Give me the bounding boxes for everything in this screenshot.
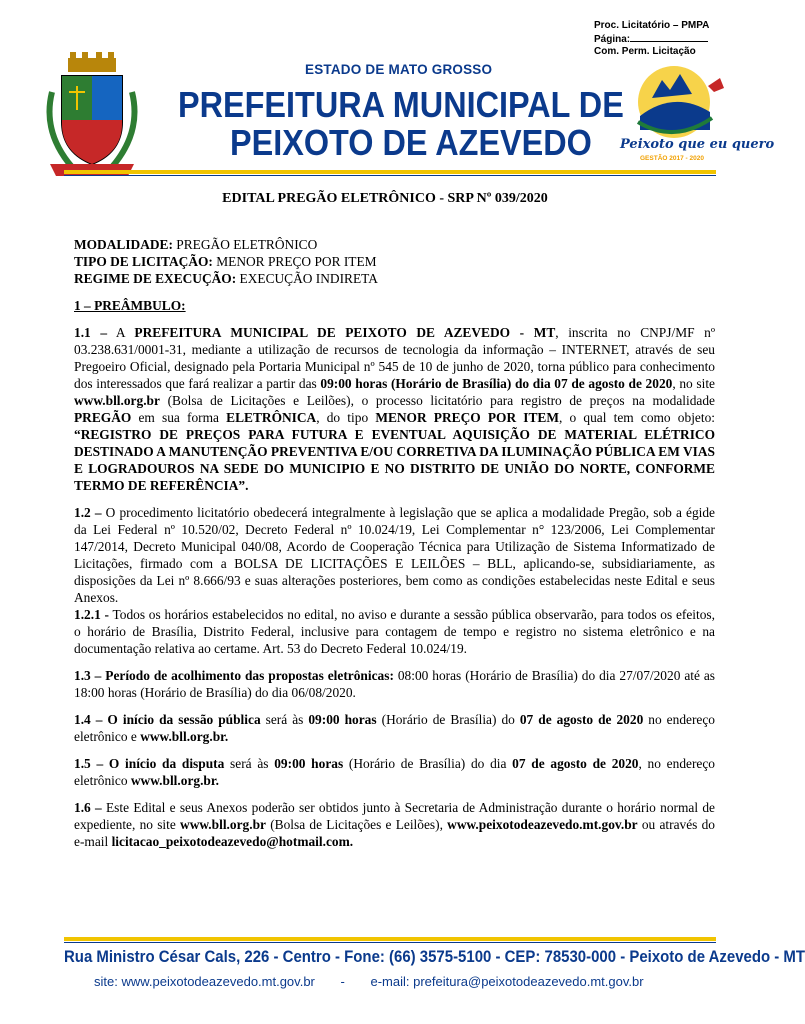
- p11-num: 1.1 –: [74, 325, 108, 340]
- modalidade-label: MODALIDADE:: [74, 237, 173, 252]
- licitacao-email-link[interactable]: licitacao_peixotodeazevedo@hotmail.com.: [111, 834, 354, 849]
- prefeitura-title-line-1: PREFEITURA MUNICIPAL DE: [178, 84, 624, 125]
- p16-f: ou através do e-mail: [74, 817, 715, 849]
- p16-b: Este Edital e seus Anexos poderão ser obtidos junto à Secretaria de Administração durante o horário normal de expediente, no site: [74, 800, 716, 832]
- proc-line-3: Com. Perm. Licitação: [594, 46, 696, 57]
- logo-slogan: Peixoto que eu quero: [620, 137, 775, 152]
- p15-f: , no endereço eletrônico: [74, 756, 715, 788]
- bll-link-4[interactable]: www.bll.org.br: [180, 817, 266, 832]
- p11-n: , o qual tem como objeto:: [559, 410, 715, 425]
- proc-line-2: [594, 32, 709, 46]
- p12-text: O procedimento licitatório obedecerá integralmente à legislação que se aplica a modalidade Pregão, sob a égide da Lei Federal nº 10.520/02, Decreto Federal nº 10.024/19, Lei Complementar n° 123/2006, Lei Complementar 147/2014, Decreto Municipal 040/08, Acordo de Cooperação Técnica para Utilização de Sistema Informatizado de Licitações, firmado com a BOLSA DE LICITAÇÕES E LEILÕES – BLL, aplicando-se, subsidiariamente, as disposições da Lei nº 8.666/93 e suas alterações posteriores, bem como as condições estabelecidas neste Edital e seus Anexos.: [74, 505, 715, 605]
- regime-line: [74, 270, 715, 287]
- p14-c: 09:00 horas: [308, 712, 377, 727]
- p14-d: (Horário de Brasília) do: [376, 712, 520, 727]
- p11-m: MENOR PREÇO POR ITEM: [375, 410, 560, 425]
- p11-h: (Bolsa de Licitações e Leilões), o processo licitatório para registro de preços na modalidade: [159, 393, 715, 408]
- p11-objeto: “REGISTRO DE PREÇOS PARA FUTURA E EVENTUAL AQUISIÇÃO DE MATERIAL ELÉTRICO DESTINADO A MANUTENÇÃO PREVENTIVA E/OU CORRETIVA DA ILUMINAÇÃO PÚBLICA EM VIAS E LOGRADOUROS NA SEDE DO MUNICIPIO E NO DISTRITO DE UNIÃO DO NORTE, CONFORME TERMO DE REFERÊNCIA”.: [74, 427, 715, 493]
- footer-divider: [64, 937, 716, 941]
- p13-heading: 1.3 – Período de acolhimento das propostas eletrônicas:: [74, 668, 394, 683]
- preambulo-text: 1 – PREÂMBULO:: [74, 298, 186, 313]
- p15-e: 07 de agosto de 2020: [512, 756, 639, 771]
- header-divider: [64, 170, 716, 174]
- p11-c: PREFEITURA MUNICIPAL DE PEIXOTO DE AZEVEDO - MT: [134, 325, 556, 340]
- p11-d: , inscrita no CNPJ/MF nº 03.238.631/0001-31, mediante a utilização de recursos de tecnologia da informação – INTERNET, através de seu Pregoeiro Oficial, designado pela Portaria Municipal nº 545 de 10 de junho de 2020, torna público para conhecimento dos interessados que fará realizar a partir das: [74, 325, 715, 391]
- regime-label: REGIME DE EXECUÇÃO:: [74, 271, 237, 286]
- p16-d: (Bolsa de Licitações e Leilões),: [265, 817, 448, 832]
- bll-link[interactable]: www.bll.org.br: [74, 393, 160, 408]
- document-title: EDITAL PREGÃO ELETRÔNICO - SRP Nº 039/2020: [222, 191, 548, 206]
- paragraph-1-1: [74, 324, 715, 494]
- paragraph-1-5: [74, 755, 715, 789]
- gestao-logo-icon: [612, 60, 775, 165]
- p11-j: em sua forma: [131, 410, 227, 425]
- page-blank-line: [630, 32, 708, 42]
- p14-b: será às: [260, 712, 309, 727]
- footer-site[interactable]: site: www.peixotodeazevedo.mt.gov.br: [94, 974, 315, 989]
- p11-e: 09:00 horas (Horário de Brasília) do dia 07 de agosto de 2020: [320, 376, 673, 391]
- modalidade-value: PREGÃO ELETRÔNICO: [172, 237, 318, 252]
- footer-separator: -: [340, 974, 345, 989]
- p15-d: (Horário de Brasília) do dia: [343, 756, 513, 771]
- p11-b: A: [107, 325, 135, 340]
- bll-link-2[interactable]: www.bll.org.br.: [140, 729, 229, 744]
- footer-email[interactable]: e-mail: prefeitura@peixotodeazevedo.mt.gov.br: [370, 974, 644, 989]
- p15-heading: 1.5 – O início da disputa: [74, 756, 225, 771]
- paragraph-1-6: [74, 799, 715, 850]
- paragraph-1-2-1: [74, 606, 715, 657]
- bll-link-3[interactable]: www.bll.org.br.: [130, 773, 219, 788]
- p13-text: 08:00 horas (Horário de Brasília) do dia 27/07/2020 até as 18:00 horas (Horário de Brasília) do dia 06/08/2020.: [74, 668, 715, 700]
- p11-f: , no site: [672, 376, 715, 391]
- p11-k: ELETRÔNICA: [226, 410, 317, 425]
- header-divider-thin: [64, 175, 716, 176]
- paragraph-1-4: [74, 711, 715, 745]
- p16-num: 1.6 –: [74, 800, 102, 815]
- p121-text: Todos os horários estabelecidos no edital, no aviso e durante a sessão pública observarão, para todos os efeitos, o horário de Brasília, Distrito Federal, inclusive para contagem de tempo e registro no sistema eletrônico e na documentação relativa ao certame. Art. 53 do Decreto Federal 10.024/19.: [74, 607, 715, 656]
- p121-num: 1.2.1 -: [74, 607, 109, 622]
- tipo-line: [74, 253, 715, 270]
- state-name: ESTADO DE MATO GROSSO: [305, 62, 493, 77]
- municipal-site-link[interactable]: www.peixotodeazevedo.mt.gov.br: [447, 817, 638, 832]
- footer-divider-thin: [64, 942, 716, 943]
- p15-b: será às: [224, 756, 275, 771]
- p15-c: 09:00 horas: [274, 756, 344, 771]
- p12-num: 1.2 –: [74, 505, 102, 520]
- p14-f: no endereço eletrônico e: [74, 712, 715, 744]
- paragraph-1-3: [74, 667, 715, 701]
- regime-value: EXECUÇÃO INDIRETA: [236, 271, 378, 286]
- footer-address: Rua Ministro César Cals, 226 - Centro - Fone: (66) 3575-5100 - CEP: 78530-000 - Peixoto de Azevedo - MT: [64, 947, 805, 966]
- tipo-value: MENOR PREÇO POR ITEM: [212, 254, 377, 269]
- paragraph-1-2: [74, 504, 715, 606]
- document-body: [74, 236, 715, 850]
- proc-line-1: Proc. Licitatório – PMPA: [594, 20, 710, 31]
- tipo-label: TIPO DE LICITAÇÃO:: [74, 254, 213, 269]
- prefeitura-title-line-2: PEIXOTO DE AZEVEDO: [230, 122, 592, 163]
- footer-contacts: [94, 974, 666, 989]
- logo-years: GESTÃO 2017 - 2020: [640, 155, 704, 162]
- page-label: Página:: [594, 34, 631, 45]
- p11-l: , do tipo: [316, 410, 376, 425]
- p14-heading: 1.4 – O início da sessão pública: [74, 712, 261, 727]
- p14-e: 07 de agosto de 2020: [519, 712, 644, 727]
- coat-of-arms-icon: [42, 52, 142, 182]
- process-stamp: [594, 20, 709, 58]
- p11-i: PREGÃO: [74, 410, 132, 425]
- preambulo-heading: [74, 297, 715, 314]
- modalidade-line: [74, 236, 715, 253]
